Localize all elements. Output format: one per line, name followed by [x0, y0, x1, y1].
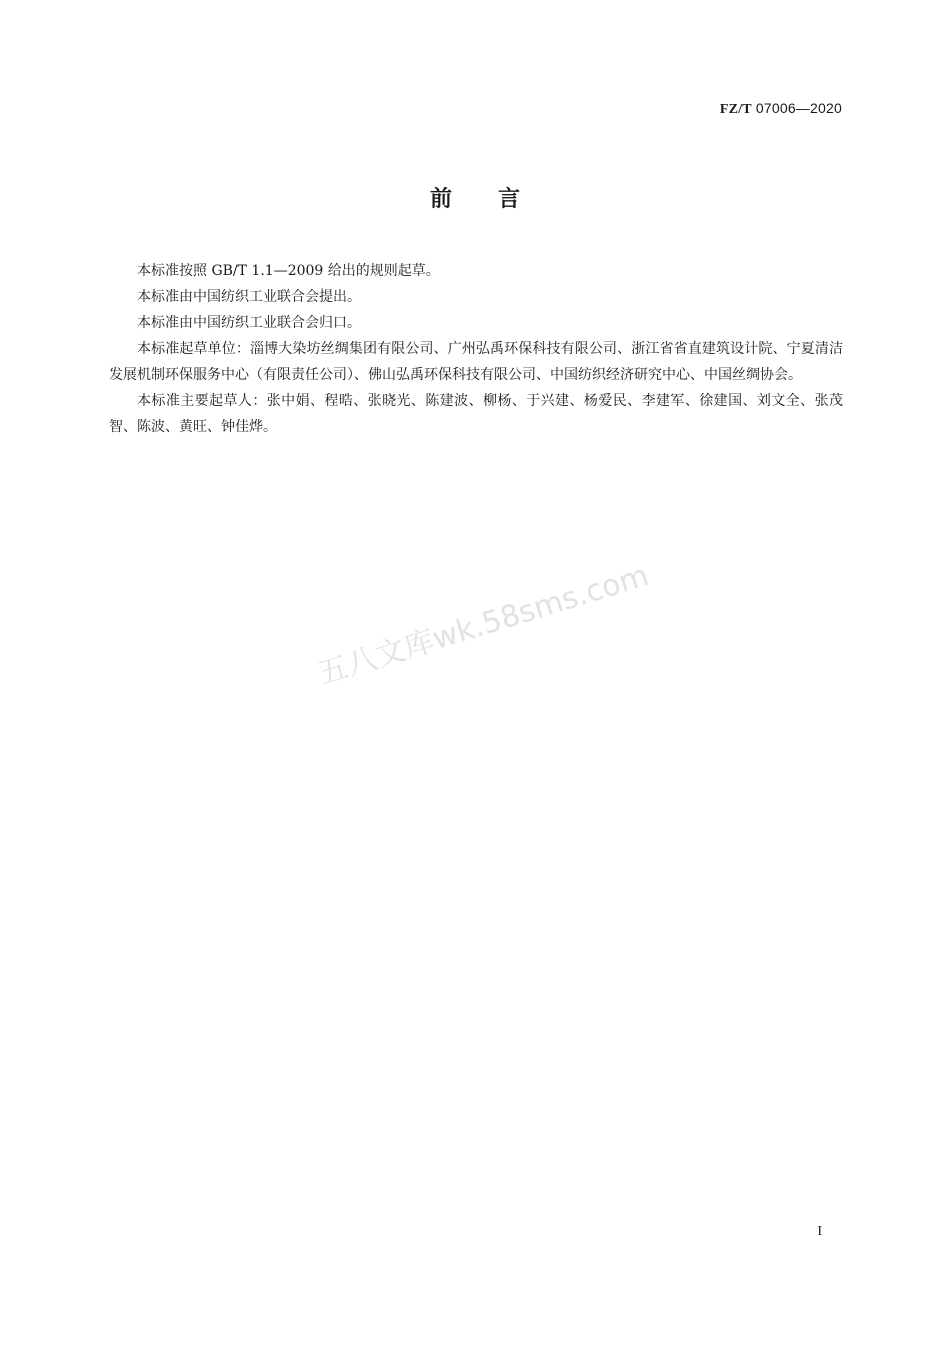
paragraph-drafting-rules: 本标准按照 GB/T 1.1—2009 给出的规则起草。 — [137, 263, 440, 279]
paragraph-drafting-units: 本标准起草单位：淄博大染坊丝绸集团有限公司、广州弘禹环保科技有限公司、浙江省省直建筑设计院、宁夏清洁发展机制环保服务中心（有限责任公司）、佛山弘禹环保科技有限公司、中国纺织经济研究中心、中国丝绸协会。 — [109, 341, 843, 383]
standard-code — [720, 100, 842, 118]
paragraph-main-drafters: 本标准主要起草人：张中娟、程晧、张晓光、陈建波、柳杨、于兴建、杨爱民、李建军、徐建国、刘文全、张茂智、陈波、黄旺、钟佳烨。 — [109, 393, 843, 435]
watermark: 五八文库wk.58sms.com — [313, 558, 653, 693]
page-title: 前言 — [429, 187, 566, 212]
paragraph-under-jurisdiction: 本标准由中国纺织工业联合会归口。 — [137, 315, 361, 331]
page-number: I — [817, 1224, 822, 1239]
foreword-body — [109, 258, 843, 440]
paragraph-proposed-by: 本标准由中国纺织工业联合会提出。 — [137, 289, 361, 305]
standard-number: 07006—2020 — [755, 100, 842, 116]
standard-prefix: FZ/T — [719, 102, 752, 117]
